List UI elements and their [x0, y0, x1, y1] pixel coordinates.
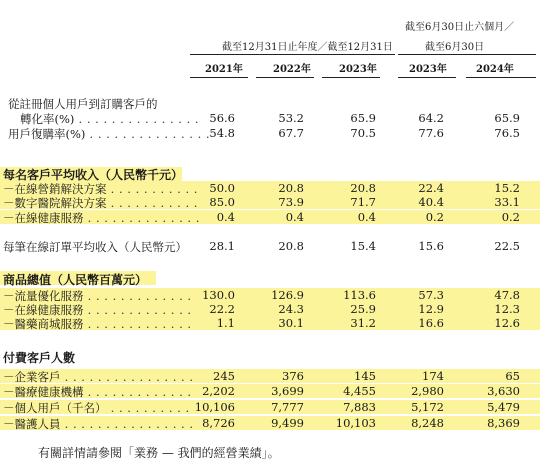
- cell: 3,630: [487, 384, 520, 398]
- cell: 5,172: [411, 400, 444, 414]
- year-rule-5: [466, 77, 536, 78]
- section-title: 商品總值（人民幣百萬元）: [3, 273, 148, 287]
- cell: 50.0: [209, 181, 235, 195]
- year-2024-h1: 2024年: [476, 64, 514, 75]
- cell: 16.6: [418, 316, 444, 330]
- year-rule-4: [398, 77, 456, 78]
- cell: 174: [422, 369, 444, 383]
- cell: 0.4: [216, 210, 235, 224]
- cell: 77.6: [418, 126, 444, 140]
- header-group-right-line2: 截至6月30日: [425, 42, 485, 53]
- cell: 71.7: [350, 195, 376, 209]
- section-title: 付費客戶人數: [3, 351, 76, 365]
- header-rule-left: [190, 54, 395, 55]
- cell: 0.2: [425, 210, 444, 224]
- cell: 65.9: [494, 111, 520, 125]
- cell: 20.8: [278, 239, 304, 253]
- cell: 12.3: [494, 302, 520, 316]
- cell: 65: [505, 369, 520, 383]
- cell: 40.4: [418, 195, 444, 209]
- cell: 7,883: [343, 400, 376, 414]
- cell: 53.2: [278, 111, 304, 125]
- cell: 12.9: [418, 302, 444, 316]
- cell: 22.2: [209, 302, 235, 316]
- section-title: 每名客戶平均收入（人民幣千元）: [3, 168, 184, 182]
- cell: 2,202: [202, 384, 235, 398]
- cell: 28.1: [209, 239, 235, 253]
- cell: 8,369: [487, 416, 520, 430]
- cell: 0.4: [285, 210, 304, 224]
- cell: 76.5: [494, 126, 520, 140]
- cell: 70.5: [350, 126, 376, 140]
- cell: 85.0: [209, 195, 235, 209]
- cell: 0.2: [501, 210, 520, 224]
- cell: 54.8: [209, 126, 235, 140]
- row-label: －在線健康服務 . . . . . . . . . . . . .: [3, 303, 192, 317]
- cell: 0.4: [357, 210, 376, 224]
- cell: 47.8: [494, 288, 520, 302]
- cell: 10,106: [194, 400, 235, 414]
- header-rule-right: [398, 54, 536, 55]
- header-group-left: 截至12月31日止年度／截至12月31日: [222, 42, 393, 53]
- cell: 4,455: [343, 384, 376, 398]
- cell: 31.2: [350, 316, 376, 330]
- row-label: －在線營銷解決方案 . . . . . . . . . . .: [3, 182, 198, 196]
- cell: 25.9: [350, 302, 376, 316]
- cell: 3,699: [271, 384, 304, 398]
- year-2021: 2021年: [205, 64, 243, 75]
- cell: 24.3: [278, 302, 304, 316]
- cell: 10,103: [335, 416, 376, 430]
- cell: 33.1: [494, 195, 520, 209]
- row-label: －企業客戶 . . . . . . . . . . . . . . . .: [3, 370, 194, 384]
- cell: 245: [213, 369, 235, 383]
- cell: 20.8: [278, 181, 304, 195]
- cell: 15.2: [494, 181, 520, 195]
- cell: 145: [354, 369, 376, 383]
- row-label: －醫藥商城服務 . . . . . . . . . . . . .: [3, 317, 192, 331]
- cell: 8,248: [411, 416, 444, 430]
- header-group-right-line1: 截至6月30日止六個月／: [405, 22, 515, 33]
- row-label: 用戶復購率(%) . . . . . . . . . . . . . . .: [8, 127, 211, 141]
- year-rule-3: [322, 77, 380, 78]
- year-2023: 2023年: [339, 64, 377, 75]
- cell: 126.9: [271, 288, 304, 302]
- row-label: 每筆在線訂單平均收入（人民幣元）: [3, 240, 187, 254]
- row-label: －在線健康服務 . . . . . . . . . . . . . .: [3, 211, 200, 225]
- cell: 113.6: [343, 288, 376, 302]
- year-rule-1: [190, 77, 248, 78]
- cell: 8,726: [202, 416, 235, 430]
- row-label: －醫療健康機構 . . . . . . . . . . . . .: [3, 385, 192, 399]
- row-label: －醫護人員 . . . . . . . . . . . . . . . .: [3, 417, 194, 431]
- year-rule-2: [256, 77, 314, 78]
- cell: 5,479: [487, 400, 520, 414]
- cell: 130.0: [202, 288, 235, 302]
- cell: 64.2: [418, 111, 444, 125]
- cell: 376: [282, 369, 304, 383]
- footnote: 有關詳情請參閱「業務 — 我們的經營業績」。: [38, 446, 280, 460]
- row-label: －個人用戶（千名） . . . . . . . . . .: [3, 401, 190, 415]
- year-2023-h1: 2023年: [409, 64, 447, 75]
- cell: 67.7: [278, 126, 304, 140]
- cell: 9,499: [271, 416, 304, 430]
- cell: 12.6: [494, 316, 520, 330]
- cell: 56.6: [209, 111, 235, 125]
- cell: 20.8: [350, 181, 376, 195]
- cell: 30.1: [278, 316, 304, 330]
- cell: 73.9: [278, 195, 304, 209]
- row-label: 轉化率(%) . . . . . . . . . . . . . . .: [20, 112, 200, 126]
- cell: 57.3: [418, 288, 444, 302]
- cell: 65.9: [350, 111, 376, 125]
- row-label: 從註冊個人用戶到訂購客戶的: [8, 97, 158, 111]
- cell: 22.4: [418, 181, 444, 195]
- cell: 7,777: [271, 400, 304, 414]
- row-label: －流量優化服務 . . . . . . . . . . . . .: [3, 289, 192, 303]
- cell: 2,980: [411, 384, 444, 398]
- cell: 1.1: [216, 316, 235, 330]
- cell: 15.4: [350, 239, 376, 253]
- cell: 15.6: [418, 239, 444, 253]
- cell: 22.5: [494, 239, 520, 253]
- year-2022: 2022年: [273, 64, 311, 75]
- row-label: －數字醫院解決方案 . . . . . . . . . . .: [3, 196, 198, 210]
